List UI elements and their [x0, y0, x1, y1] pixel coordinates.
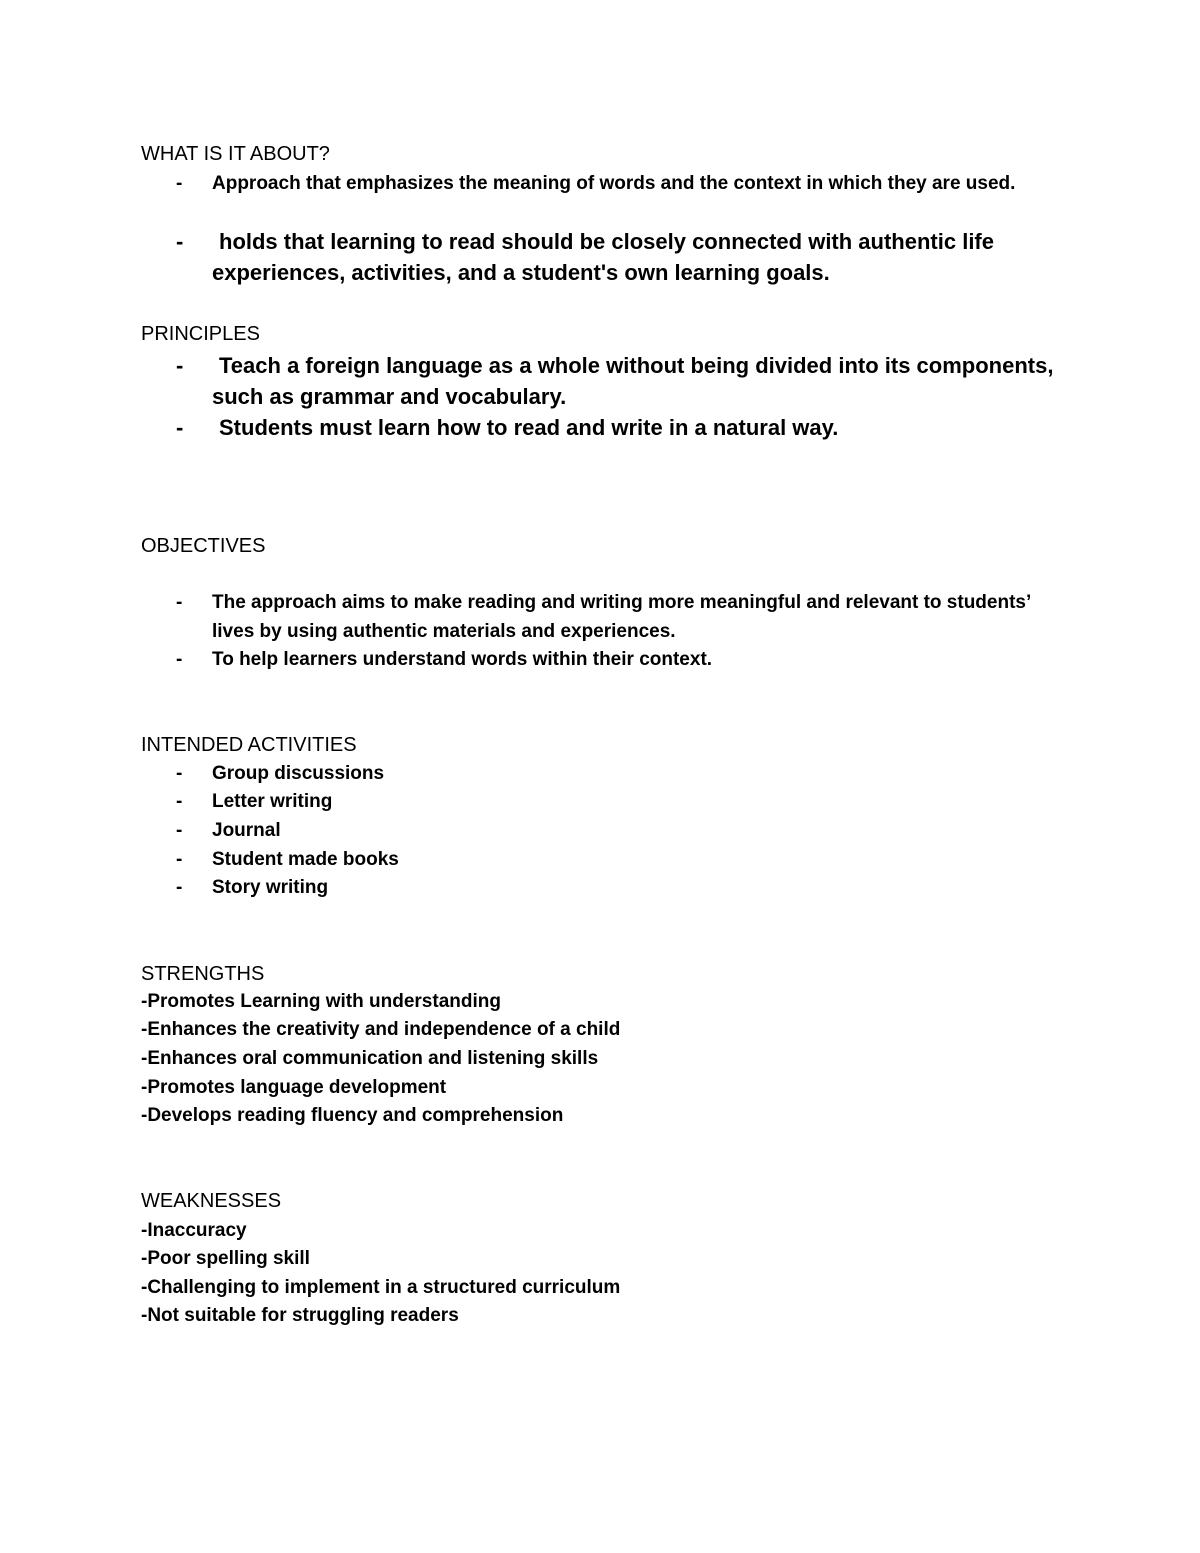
section-heading-activities: INTENDED ACTIVITIES — [141, 734, 357, 756]
weakness-item: -Poor spelling skill — [141, 1248, 310, 1269]
bullet-dash: - — [176, 877, 183, 898]
bullet-dash: - — [176, 820, 183, 841]
list-item-text: The approach aims to make reading and writing more meaningful and relevant to students’ lives by using authentic materials and experiences. — [212, 592, 1031, 642]
list-item — [176, 646, 1056, 675]
list-item-text: Journal — [212, 820, 281, 841]
strength-item: -Develops reading fluency and comprehension — [141, 1105, 564, 1126]
strength-item: -Enhances the creativity and independence of a child — [141, 1019, 621, 1040]
list-item-text: Teach a foreign language as a whole without being divided into its components, such as grammar and vocabulary. — [212, 353, 1054, 409]
section-heading-objectives: OBJECTIVES — [141, 535, 266, 557]
list-item-text: Letter writing — [212, 791, 333, 812]
list-item — [176, 760, 1056, 789]
list-item — [176, 226, 1056, 288]
list-item-text: Student made books — [212, 849, 399, 870]
list-item — [176, 788, 1056, 817]
bullet-dash: - — [176, 763, 183, 784]
list-item-text: holds that learning to read should be closely connected with authentic life experiences, activities, and a student's own learning goals. — [212, 229, 994, 285]
bullet-dash: - — [176, 592, 183, 613]
bullet-dash: - — [176, 649, 183, 670]
list-item-text: To help learners understand words within their context. — [212, 649, 713, 670]
weakness-item: -Challenging to implement in a structured curriculum — [141, 1277, 621, 1298]
section-heading-weaknesses: WEAKNESSES — [141, 1190, 282, 1212]
list-item — [176, 170, 1056, 199]
list-item — [176, 874, 1056, 903]
bullet-dash: - — [176, 415, 184, 440]
bullet-dash: - — [176, 173, 183, 194]
section-heading-principles: PRINCIPLES — [141, 323, 260, 345]
weakness-item: -Inaccuracy — [141, 1220, 247, 1241]
list-item — [176, 589, 1056, 646]
strength-item: -Promotes language development — [141, 1077, 447, 1098]
weakness-item: -Not suitable for struggling readers — [141, 1305, 459, 1326]
bullet-dash: - — [176, 229, 184, 254]
list-item-text: Approach that emphasizes the meaning of words and the context in which they are used. — [212, 173, 1016, 194]
list-item-text: Group discussions — [212, 763, 385, 784]
strength-item: -Promotes Learning with understanding — [141, 991, 501, 1012]
list-item-text: Students must learn how to read and write in a natural way. — [219, 415, 839, 440]
strength-item: -Enhances oral communication and listening skills — [141, 1048, 599, 1069]
bullet-dash: - — [176, 791, 183, 812]
bullet-dash: - — [176, 849, 183, 870]
list-item — [176, 817, 1056, 846]
bullet-dash: - — [176, 353, 184, 378]
list-item-text: Story writing — [212, 877, 329, 898]
list-item — [176, 350, 1056, 412]
section-heading-what-is-it: WHAT IS IT ABOUT? — [141, 143, 330, 165]
list-item — [176, 412, 1056, 443]
section-heading-strengths: STRENGTHS — [141, 963, 265, 985]
list-item — [176, 846, 1056, 875]
